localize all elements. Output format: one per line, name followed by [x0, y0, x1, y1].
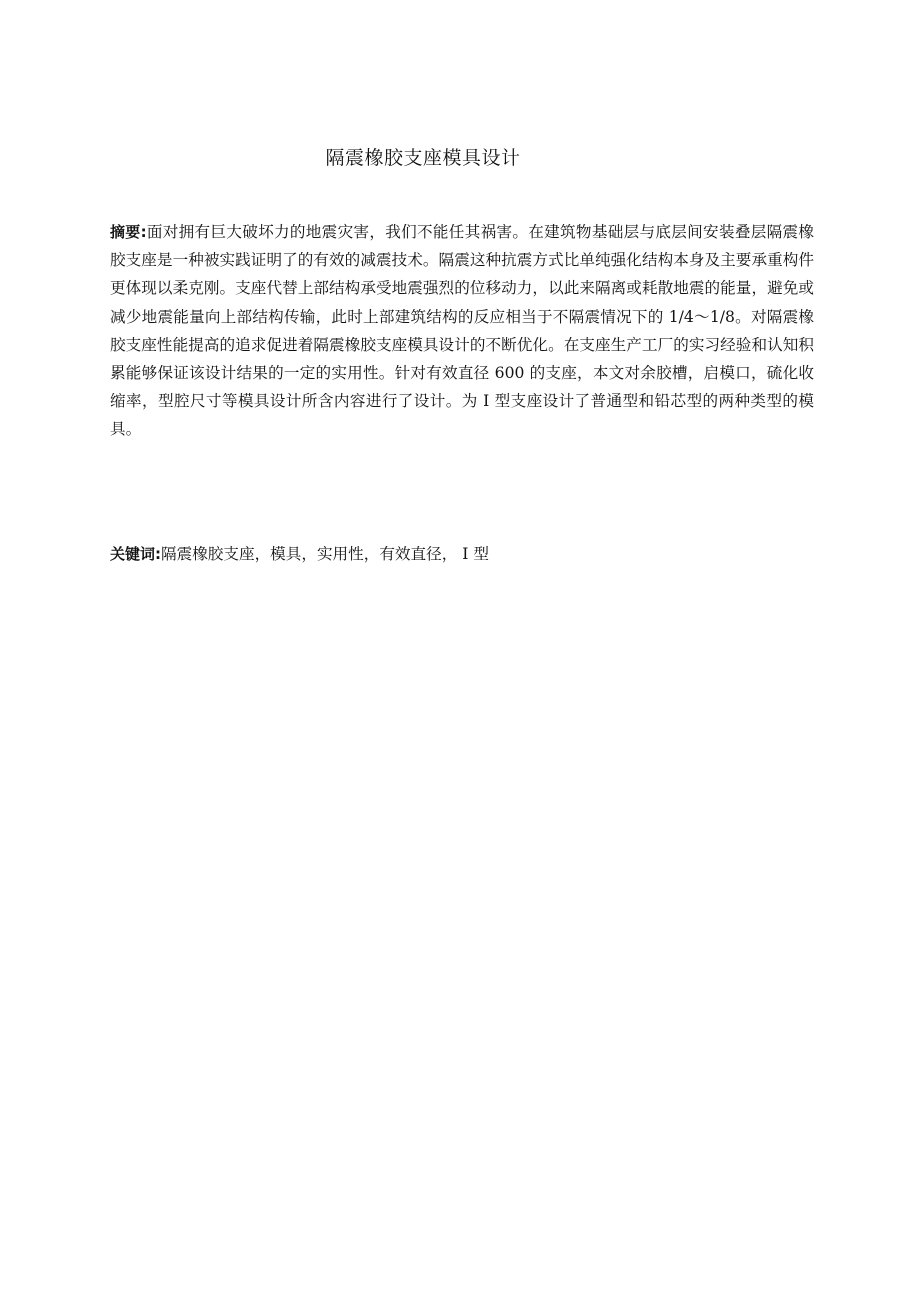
abstract-paragraph	[110, 218, 814, 444]
abstract-text: 面对拥有巨大破坏力的地震灾害，我们不能任其祸害。在建筑物基础层与底层间安装叠层隔震橡胶支座是一种被实践证明了的有效的减震技术。隔震这种抗震方式比单纯强化结构本身及主要承重构件更体现以柔克刚。支座代替上部结构承受地震强烈的位移动力，以此来隔离或耗散地震的能量，避免或减少地震能量向上部结构传输，此时上部建筑结构的反应相当于不隔震情况下的 1/4～1/8。对隔震橡胶支座性能提高的追求促进着隔震橡胶支座模具设计的不断优化。在支座生产工厂的实习经验和认知积累能够保证该设计结果的一定的实用性。针对有效直径 600 的支座，本文对余胶槽，启模口，硫化收缩率，型腔尺寸等模具设计所含内容进行了设计。为 I 型支座设计了普通型和铅芯型的两种类型的模具。	[110, 223, 814, 439]
keywords-text: 隔震橡胶支座，模具，实用性，有效直径， I 型	[161, 545, 489, 563]
document-title: 隔震橡胶支座模具设计	[325, 147, 521, 169]
abstract-label: 摘要:	[110, 223, 147, 241]
keywords-paragraph	[110, 540, 814, 568]
keywords-label: 关键词:	[110, 545, 161, 563]
